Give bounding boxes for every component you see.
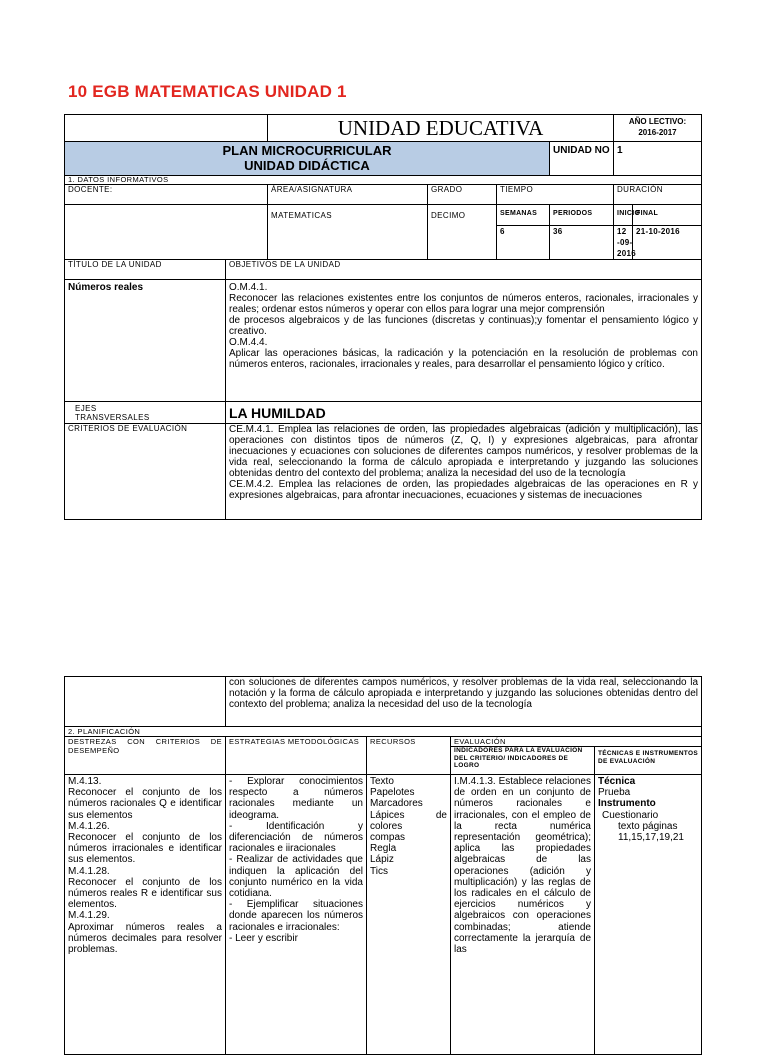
header-recursos: RECURSOS <box>367 737 451 775</box>
duracion-label: DURACIÓN <box>614 185 702 205</box>
destreza-code-2: M.4.1.26. <box>68 820 110 832</box>
objetivos-label: OBJETIVOS DE LA UNIDAD <box>226 260 702 280</box>
ejes-label-2: TRANSVERSALES <box>75 413 150 422</box>
destreza-text-4: Aproximar números reales a números decimales para resolver problemas. <box>68 921 222 956</box>
school-year <box>614 115 702 142</box>
plan-heading-line2: UNIDAD DIDÁCTICA <box>244 158 370 173</box>
recurso-7: Lápiz <box>370 854 394 866</box>
school-year-value: 2016-2017 <box>638 128 677 137</box>
estrategia-4: - Ejemplificar situaciones donde aparecen los números racionales e irracionales: <box>229 899 363 933</box>
destreza-text-3: Reconocer el conjunto de los números reales R e identificar sus elementos. <box>68 876 222 911</box>
semanas-value: 6 <box>497 226 550 260</box>
criterio-2: CE.M.4.2. Emplea las relaciones de orden, las propiedades algebraicas de las operaciones en R y expresiones algebraicas, para afrontar inecuaciones, ecuaciones y sistemas de inecuaciones <box>229 479 698 501</box>
destreza-text-1: Reconocer el conjunto de los números racionales Q e identificar sus elementos <box>68 787 222 821</box>
plan-table-page1 <box>64 114 702 520</box>
header-evaluacion: EVALUACIÓN <box>451 737 702 747</box>
recurso-2: Papelotes <box>370 787 415 799</box>
ejes-label <box>65 402 226 424</box>
plan-heading <box>65 142 550 176</box>
criterio-continuation: con soluciones de diferentes campos numéricos, y resolver problemas de la vida real, seleccionando la notación y la forma de cálculo apropiada e interpretando y juzgando las soluciones obtenidas dentro del contexto del problema; analiza la necesidad del uso de la tecnología <box>226 677 702 727</box>
estrategia-1: - Explorar conocimientos respecto a números racionales mediante un ideograma. <box>229 776 363 821</box>
docente-value <box>65 205 268 260</box>
recurso-5: compas <box>370 832 406 844</box>
ejes-label-1: EJES <box>75 404 97 413</box>
objective-1-code: O.M.4.1. <box>229 282 268 293</box>
destrezas-cell <box>65 775 226 1055</box>
recursos-cell <box>367 775 451 1055</box>
final-value: 21-10-2016 <box>633 226 702 260</box>
final-label: FINAL <box>633 205 702 226</box>
docente-label: DOCENTE: <box>65 185 268 205</box>
header-estrategias: ESTRATEGIAS METODOLÓGICAS <box>226 737 367 775</box>
estrategia-5: - Leer y escribir <box>229 932 298 944</box>
unit-no-label: UNIDAD NO <box>550 142 614 176</box>
institution-name: UNIDAD EDUCATIVA <box>268 115 614 142</box>
tecnicas-cell <box>595 775 702 1055</box>
tiempo-label: TIEMPO <box>497 185 614 205</box>
destreza-code-1: M.4.13. <box>68 776 102 787</box>
criterio-1: CE.M.4.1. Emplea las relaciones de orden, las propiedades algebraicas (adición y multiplicación), las operaciones con distintos tipos de números (Z, Q, I) y expresiones algebraicas, para afrontar inecuaciones y ecuaciones con soluciones de diferentes campos numéricos, y resolver problemas de la vida real, seleccionando la forma de cálculo apropiada e interpretando y juzgando las soluciones obtenidas dentro del contexto del problema; analiza la necesidad del uso de la tecnología <box>229 424 698 479</box>
recurso-4: Lápices de colores <box>370 809 447 832</box>
area-value: MATEMATICAS <box>268 205 428 260</box>
periodos-label: PERIODOS <box>550 205 614 226</box>
plan-table-page2 <box>64 676 702 1055</box>
logo-cell <box>65 115 268 142</box>
recurso-3: Marcadores <box>370 798 423 810</box>
instrumento-value: Cuestionario <box>602 809 659 821</box>
recurso-6: Regla <box>370 843 397 855</box>
estrategias-cell <box>226 775 367 1055</box>
continuation-label-cell <box>65 677 226 727</box>
recurso-1: Texto <box>370 776 394 787</box>
indicadores-cell: I.M.4.1.3. Establece relaciones de orden en un conjunto de números racionales e irracionales, con el empleo de la recta numérica representación geométrica); aplica las propiedades algebraicas de las operaciones (adición y multiplicación) y las reglas de los radicales en el cálculo de ejercicios numéricos y algebraicos con operaciones combinadas; atiende correctamente la jerarquía de las <box>451 775 595 1055</box>
inicio-value: 12 -09-2016 <box>614 226 633 260</box>
criterios-label: CRITERIOS DE EVALUACIÓN <box>65 424 226 520</box>
titulo-unidad-label: TÍTULO DE LA UNIDAD <box>65 260 226 280</box>
grado-value: DECIMO <box>428 205 497 260</box>
header-indicadores: INDICADORES PARA LA EVALUACIÓN DEL CRITERIO/ INDICADORES DE LOGRO <box>451 747 595 775</box>
instrumento-label: Instrumento <box>598 798 656 810</box>
header-tecnicas: TÉCNICAS E INSTRUMENTOS DE EVALUACIÓN <box>595 747 702 775</box>
periodos-value: 36 <box>550 226 614 260</box>
document-title: 10 EGB MATEMATICAS UNIDAD 1 <box>68 82 347 101</box>
ejes-value: LA HUMILDAD <box>226 402 702 424</box>
recurso-8: Tics <box>370 865 388 877</box>
estrategia-3: - Realizar de actividades que indiquen la aplicación del conjunto numérico en la vida cotidiana. <box>229 854 363 900</box>
inicio-label: INICIO <box>614 205 633 226</box>
area-label: ÁREA/ASIGNATURA <box>268 185 428 205</box>
tecnica-value: Prueba <box>598 787 631 799</box>
objetivos-text <box>226 280 702 402</box>
objective-1-text-b: de procesos algebraicos y de las funciones (discretas y continuas);y fomentar el pensamiento lógico y creativo. <box>229 315 698 337</box>
estrategia-2: - Identificación y diferenciación de números racionales e iiracionales <box>229 820 363 855</box>
objective-1-text-a: Reconocer las relaciones existentes entre los conjuntos de números enteros, racionales, irracionales y reales; ordenar estos números y operar con ellos para lograr una mejor comprensión <box>229 293 698 315</box>
instrumento-detail: texto páginas 11,15,17,19,21 <box>618 820 684 844</box>
semanas-label: SEMANAS <box>497 205 550 226</box>
section-planificacion: 2. PLANIFICACIÓN <box>65 727 702 737</box>
grado-label: GRADO <box>428 185 497 205</box>
unit-no-value: 1 <box>614 142 702 176</box>
objective-2-code: O.M.4.4. <box>229 337 268 348</box>
destreza-text-2: Reconocer el conjunto de los números irracionales e identificar sus elementos. <box>68 832 222 866</box>
header-destrezas: DESTREZAS CON CRITERIOS DE DESEMPEÑO <box>65 737 226 775</box>
destreza-code-3: M.4.1.28. <box>68 865 110 877</box>
section-datos: 1. DATOS INFORMATIVOS <box>65 176 702 185</box>
tecnica-label: Técnica <box>598 776 636 787</box>
titulo-unidad-value: Números reales <box>65 280 226 402</box>
criterios-text <box>226 424 702 520</box>
objective-2-text: Aplicar las operaciones básicas, la radicación y la potenciación en la resolución de problemas con números enteros, racionales, irracionales y reales, para desarrollar el pensamiento lógico y crítico. <box>229 348 698 370</box>
plan-heading-line1: PLAN MICROCURRICULAR <box>222 143 392 158</box>
destreza-code-4: M.4.1.29. <box>68 910 110 922</box>
school-year-label: AÑO LECTIVO: <box>628 117 687 126</box>
